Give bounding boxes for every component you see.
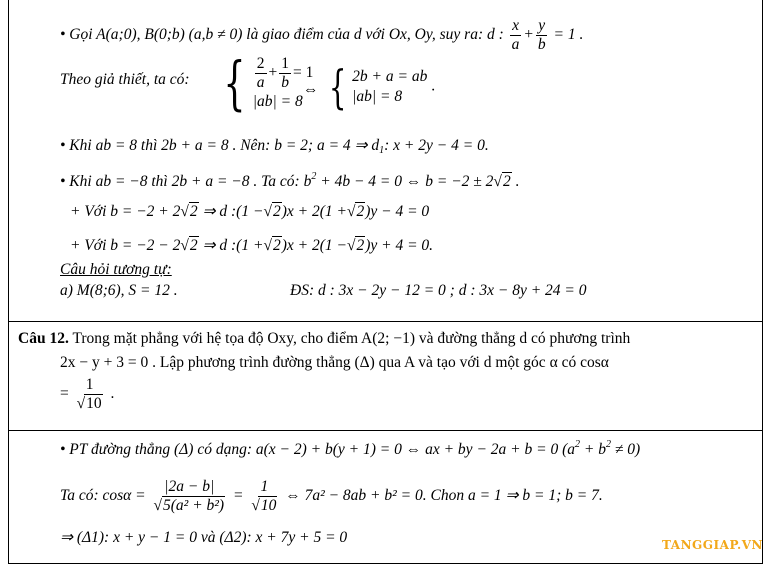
- watermark: TANGGIAP.VN: [662, 538, 763, 552]
- system-left: { $\frac{2}{a}$ + $\frac{1}{b}$ = 1 |ab| = 8: [223, 49, 314, 117]
- line-case-b-minus: + Với b = −2 − 2√2 ⇒ d :(1 +√2)x + 2(1 −√2)y + 4 = 0.: [70, 237, 434, 254]
- line-case-ab-8: • Khi ab = 8 thì 2b + a = 8 . Nên: b = 2; a = 4 ⇒ $d_1$: x + 2y − 4 = 0.: [60, 137, 489, 156]
- solution-general-line: • PT đường thẳng (Δ) có dạng: a(x − 2) + b(y + 1) = 0 ⇔ ax + by − 2a + b = 0 $(a^2 + b^2 \ne 0)$: [60, 439, 641, 458]
- iff-symbol: ⇔: [303, 81, 319, 98]
- line-system: Theo giả thiết, ta có:: [60, 71, 190, 88]
- system-right: { 2b + a = ab |ab| = 8 .: [328, 60, 436, 114]
- similar-questions-heading: Câu hỏi tương tự:: [60, 261, 172, 278]
- line-case-ab-minus-8: • Khi ab = −8 thì 2b + a = −8 . Ta có: $b^2 + 4b - 4 = 0$ ⇔ b = −2 ± 2√2 .: [60, 171, 520, 190]
- problem-line-2: 2x − y + 3 = 0 . Lập phương trình đường thẳng (Δ) qua A và tạo với d một góc α có cosα: [60, 354, 609, 371]
- problem-line-3: = $\frac{1}{√10}$ .: [60, 376, 115, 412]
- similar-question-a: a) M(8;6), S = 12 .: [60, 282, 178, 299]
- solution-cos-line: Ta có: cosα = $\frac{|2a - b|}{\text{√5(a² + b²)}}$ = $\frac{1}{√10}$ ⇔ 7a² − 8ab + b² = 0. Chon a = 1 ⇒ b = 1; b = 7.: [60, 478, 603, 514]
- similar-answer: ĐS: d : 3x − 2y − 12 = 0 ; d : 3x − 8y + 24 = 0: [290, 282, 587, 299]
- problem-line-1: Câu 12. Trong mặt phẳng với hệ tọa độ Oxy, cho điểm A(2; −1) và đường thẳng d có phương trình: [18, 330, 631, 347]
- line-intercepts: • Gọi A(a;0), B(0;b) (a,b ≠ 0) là giao điểm của d với Ox, Oy, suy ra: d : $\frac{x}{a}$ + $\frac{y}{b}$ = 1 .: [60, 17, 584, 53]
- line-case-b-plus: + Với b = −2 + 2√2 ⇒ d :(1 −√2)x + 2(1 +√2)y − 4 = 0: [70, 203, 430, 220]
- solution-result-line: ⇒ (Δ1): x + y − 1 = 0 và (Δ2): x + 7y + 5 = 0: [60, 529, 348, 546]
